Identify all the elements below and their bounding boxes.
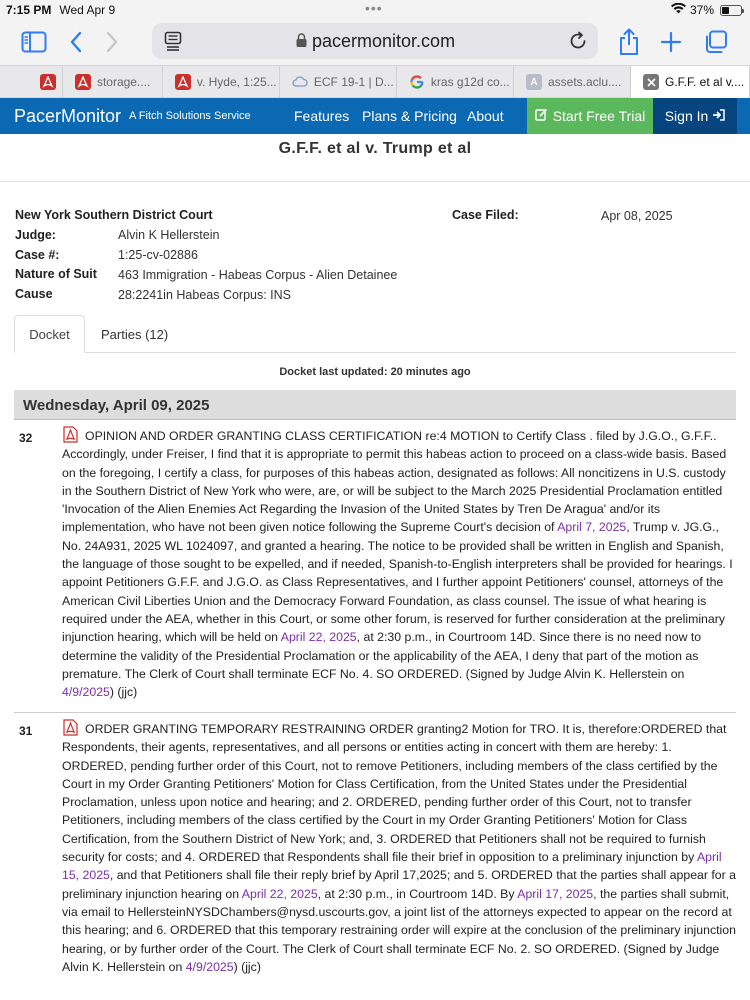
docket-day-header: Wednesday, April 09, 2025	[14, 390, 736, 420]
sign-in-icon	[712, 108, 725, 124]
status-time-date	[6, 3, 115, 17]
battery-level	[722, 7, 729, 14]
entry-text-part: , Trump v. JG.G., No. 24A931, 2025 WL 1024097, and granted a hearing. The notice to be provided shall be written in English and Spanish, the language of those sought to be expelled, and if needed, Spanish-to-English interpreters shall be provided for hearings. I appoint Petitioners G.F.F. and J.G.O. as Class Representatives, and I further appoint Petitioners' counsel, attorneys of the American Civil Liberties Union and the Democracy Forward Foundation, as class counsel. The issue of what hearing is required under the AEA, whether in this Court, or some other forum, is reserved for further consideration at the preliminary injunction hearing, which will be held on	[62, 520, 733, 645]
address-bar[interactable]	[152, 23, 598, 59]
date-link[interactable]: April 15, 2025	[62, 850, 722, 883]
entry-text-part: , and that Petitioners shall file their reply brief by April 17,2025; and 5. ORDERED that the parties shall appear for a preliminary injunction hearing on	[62, 868, 736, 901]
edit-icon	[535, 108, 548, 124]
court-name: New York Southern District Court	[15, 208, 213, 222]
tab-label: ECF 19-1 | D...	[313, 75, 394, 89]
divider	[14, 712, 736, 713]
entry-text-part: ) (jjc)	[109, 685, 138, 700]
browser-tab[interactable]	[514, 66, 631, 98]
tab-parties[interactable]: Parties (12)	[101, 326, 169, 342]
pdf-icon	[40, 74, 56, 90]
date-link[interactable]: 4/9/2025	[62, 685, 110, 700]
new-tab-icon[interactable]	[657, 28, 685, 56]
case-number-value: 1:25-cv-02886	[118, 248, 198, 262]
nature-of-suit-label: Nature of Suit	[15, 267, 97, 281]
docket-last-updated: Docket last updated: 20 minutes ago	[279, 366, 471, 378]
reader-icon[interactable]	[164, 31, 182, 56]
date-link[interactable]: April 22, 2025	[280, 630, 357, 645]
battery-percent: 37%	[689, 3, 714, 17]
multitask-dots[interactable]: •••	[365, 0, 383, 16]
sidebar-icon[interactable]	[20, 28, 48, 56]
pdf-icon	[175, 74, 191, 90]
entry-number: 32	[19, 431, 33, 445]
wifi-icon	[671, 3, 686, 17]
browser-tab-active[interactable]	[631, 66, 750, 98]
tab-label: assets.aclu....	[547, 75, 622, 89]
tab-docket[interactable]: Docket	[14, 315, 85, 353]
tab-overview-icon[interactable]	[702, 28, 730, 56]
forward-icon[interactable]	[98, 28, 126, 56]
tab-label: kras g12d co...	[430, 75, 510, 89]
tab-label: v. Hyde, 1:25...	[196, 75, 277, 89]
case-filed-value: Apr 08, 2025	[601, 209, 673, 223]
entry-text-part: OPINION AND ORDER GRANTING CLASS CERTIFICATION re:4 MOTION to Certify Class . filed by J.G.O., G.F.F.. Accordingly, under Freiser, I find that it is appropriate to permit this habeas action to proceed on a class-wide basis. Based on the foregoing, I certify a class, for purposes of this habeas action, designated as follows: All noncitizens in U.S. custody in the Southern District of New York who were, are, or will be subject to the March 2025 Presidential Proclamation entitled 'Invocation of the Alien Enemies Act Regarding the Invasion of the United States by Tren De Aragua' and/or its implementation, who have not been given notice following the Supreme Court's decision of	[62, 429, 727, 535]
google-icon	[409, 74, 425, 90]
pdf-icon	[75, 74, 91, 90]
share-icon[interactable]	[615, 28, 643, 56]
url-text: pacermonitor.com	[312, 31, 456, 51]
browser-tab[interactable]	[163, 66, 280, 98]
pdf-icon[interactable]	[62, 426, 79, 443]
site-navbar	[0, 98, 750, 134]
nav-features[interactable]: Features	[294, 108, 350, 124]
site-logo[interactable]: PacerMonitor	[14, 106, 122, 126]
start-free-trial-label: Start Free Trial	[552, 108, 646, 124]
close-icon[interactable]	[643, 74, 659, 90]
nav-plans-pricing[interactable]: Plans & Pricing	[362, 108, 457, 124]
browser-tab[interactable]	[63, 66, 163, 98]
sign-in-label: Sign In	[664, 108, 709, 124]
docket-entry	[14, 423, 736, 708]
date-link[interactable]: April 17, 2025	[517, 886, 594, 901]
entry-text-part: , at 2:30 p.m., in Courtroom 14D. Since there is no need now to determine the validity of the Presidential Proclamation or the applicability of the AEA, I deny that part of the motion as premature. The Clerk of Court shall terminate ECF No. 4. SO ORDERED. (Signed by Judge Alvin K. Hellerstein on	[62, 630, 702, 681]
tab-label: G.F.F. et al v....	[665, 75, 745, 89]
status-indicators	[671, 3, 742, 17]
entry-text-part: ) (jjc)	[233, 959, 261, 974]
browser-toolbar	[0, 20, 750, 65]
tab-label: storage....	[96, 75, 151, 89]
docket-entry	[14, 716, 736, 1000]
pdf-icon[interactable]	[62, 719, 79, 736]
entry-text-part: , at 2:30 p.m., in Courtroom 14D. By	[317, 886, 518, 901]
entry-number: 31	[19, 724, 33, 738]
case-details	[0, 182, 750, 302]
lock-icon	[296, 31, 307, 52]
entry-text-part: , the parties shall submit, via email to HellersteinNYSDChambers@nysd.uscourts.gov, a joint list of the attorneys expected to appear on the record at this hearing; and 6. ORDERED that this temporary restraining order will expire at the conclusion of the preliminary injunction hearing, or by further order of the Court. The Clerk of Court shall terminate ECF No. 2. SO ORDERED. (Signed by Judge Alvin K. Hellerstein on	[62, 886, 736, 974]
start-free-trial-button[interactable]	[527, 98, 653, 134]
nav-about[interactable]: About	[467, 108, 504, 124]
back-icon[interactable]	[62, 28, 90, 56]
page-title: G.F.F. et al v. Trump et al	[278, 140, 472, 157]
site-tagline: A Fitch Solutions Service	[129, 110, 251, 122]
cloud-icon	[292, 74, 308, 90]
entry-text-part: ORDER GRANTING TEMPORARY RESTRAINING ORDER granting2 Motion for TRO. It is, therefore:ORDERED that Respondents, their agents, representatives, and all persons or entities acting in concert with them are hereby: 1. ORDERED, pending further order of this Court, not to remove Petitioners, including members of the class certified by the Court in my Order Granting Petitioners' Motion for Class Certification, from the United States under the Presidential Proclamation, unless upon notice and hearing; and 2. ORDERED, pending further order of this Court, not to transfer Petitioners, including members of the class certified by the Court in my Order Granting Petitioners' Motion for Class Certification, from the Southern District of New York; and, 3. ORDERED that Petitioners shall not be required to furnish security for costs; and 4. ORDERED that Respondents shall file their brief in opposition to a preliminary injunction by	[62, 722, 727, 865]
nature-of-suit-value: 463 Immigration - Habeas Corpus - Alien Detainee	[118, 268, 398, 282]
cause-value: 28:2241in Habeas Corpus: INS	[118, 288, 292, 302]
case-filed-label: Case Filed:	[452, 208, 519, 222]
browser-tab[interactable]	[397, 66, 514, 98]
case-number-label: Case #:	[15, 248, 60, 262]
cause-label: Cause	[15, 287, 53, 301]
date-link[interactable]: April 7, 2025	[557, 520, 627, 535]
date-link[interactable]: 4/9/2025	[185, 959, 234, 974]
status-time: 7:15 PM	[6, 3, 52, 17]
letter-a-icon: A	[526, 74, 542, 90]
browser-tab[interactable]	[280, 66, 397, 98]
reload-icon[interactable]	[568, 31, 588, 56]
judge-value: Alvin K Hellerstein	[118, 228, 220, 242]
docket-tabs	[14, 315, 736, 353]
date-link[interactable]: April 22, 2025	[241, 886, 318, 901]
entry-text	[62, 719, 736, 976]
browser-tab[interactable]	[30, 66, 63, 98]
status-date: Wed Apr 9	[59, 3, 116, 17]
sign-in-button[interactable]	[653, 98, 737, 134]
entry-text	[62, 426, 736, 701]
status-bar	[0, 0, 750, 20]
address-url[interactable]	[296, 31, 455, 52]
judge-label: Judge:	[15, 228, 56, 242]
browser-tabs	[0, 65, 750, 98]
battery-icon	[720, 5, 742, 16]
